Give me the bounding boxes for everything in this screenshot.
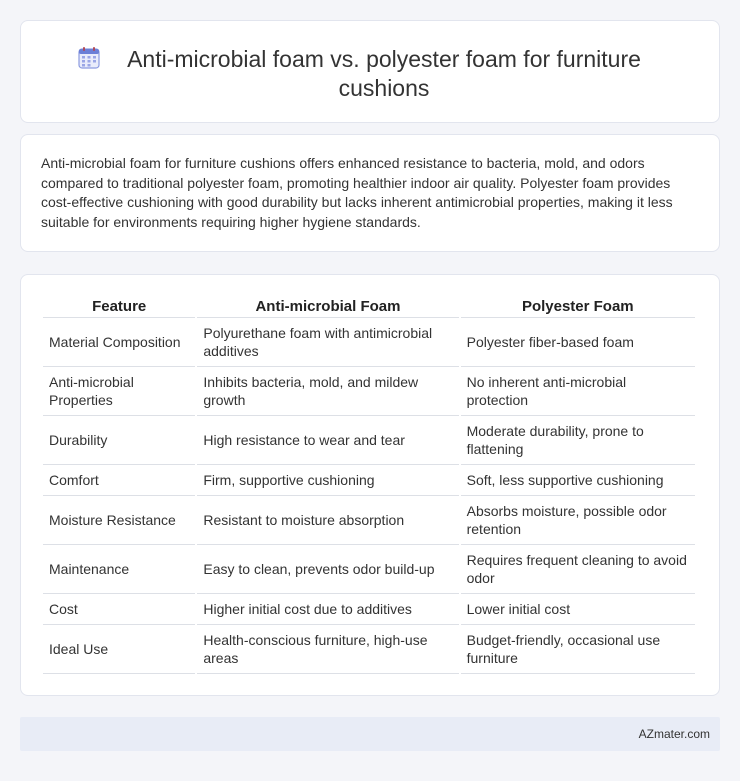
table-row xyxy=(43,625,695,674)
table-row xyxy=(43,594,695,625)
header-feature: Feature xyxy=(43,296,195,318)
cell-anti-microbial: Health-conscious furniture, high-use areas xyxy=(197,625,458,674)
cell-polyester: Absorbs moisture, possible odor retention xyxy=(461,496,695,545)
intro-paragraph: Anti-microbial foam for furniture cushions offers enhanced resistance to bacteria, mold, and odors compared to traditional polyester foam, promoting healthier indoor air quality. Polyester foam provides cost-effective cushioning with good durability but lacks inherent antimicrobial properties, making it less suitable for environments requiring higher hygiene standards. xyxy=(41,155,673,230)
table-row xyxy=(43,465,695,496)
footer-brand: AZmater.com xyxy=(638,727,710,741)
cell-feature: Cost xyxy=(43,594,195,625)
cell-polyester: Lower initial cost xyxy=(461,594,695,625)
cell-feature: Anti-microbial Properties xyxy=(43,367,195,416)
header-polyester-foam: Polyester Foam xyxy=(461,296,695,318)
cell-anti-microbial: Polyurethane foam with antimicrobial additives xyxy=(197,318,458,367)
title-card xyxy=(20,20,720,123)
header-anti-microbial-foam: Anti-microbial Foam xyxy=(197,296,458,318)
cell-anti-microbial: Easy to clean, prevents odor build-up xyxy=(197,545,458,594)
cell-feature: Material Composition xyxy=(43,318,195,367)
table-header-row xyxy=(43,296,695,318)
table-row xyxy=(43,545,695,594)
cell-polyester: No inherent anti-microbial protection xyxy=(461,367,695,416)
cell-anti-microbial: High resistance to wear and tear xyxy=(197,416,458,465)
cell-feature: Ideal Use xyxy=(43,625,195,674)
table-row xyxy=(43,367,695,416)
cell-anti-microbial: Inhibits bacteria, mold, and mildew growth xyxy=(197,367,458,416)
cell-feature: Maintenance xyxy=(43,545,195,594)
footer-bar xyxy=(20,717,720,751)
cell-polyester: Moderate durability, prone to flattening xyxy=(461,416,695,465)
cell-feature: Durability xyxy=(43,416,195,465)
cell-feature: Moisture Resistance xyxy=(43,496,195,545)
cell-polyester: Budget-friendly, occasional use furniture xyxy=(461,625,695,674)
cell-anti-microbial: Firm, supportive cushioning xyxy=(197,465,458,496)
comparison-card xyxy=(20,274,720,696)
comparison-table xyxy=(41,296,697,674)
cell-polyester: Polyester fiber-based foam xyxy=(461,318,695,367)
cell-feature: Comfort xyxy=(43,465,195,496)
table-row xyxy=(43,416,695,465)
intro-card xyxy=(20,134,720,252)
cell-polyester: Soft, less supportive cushioning xyxy=(461,465,695,496)
page-title: Anti-microbial foam vs. polyester foam for furniture cushions xyxy=(127,46,641,101)
table-row xyxy=(43,496,695,545)
cell-polyester: Requires frequent cleaning to avoid odor xyxy=(461,545,695,594)
table-row xyxy=(43,318,695,367)
cell-anti-microbial: Resistant to moisture absorption xyxy=(197,496,458,545)
cell-anti-microbial: Higher initial cost due to additives xyxy=(197,594,458,625)
